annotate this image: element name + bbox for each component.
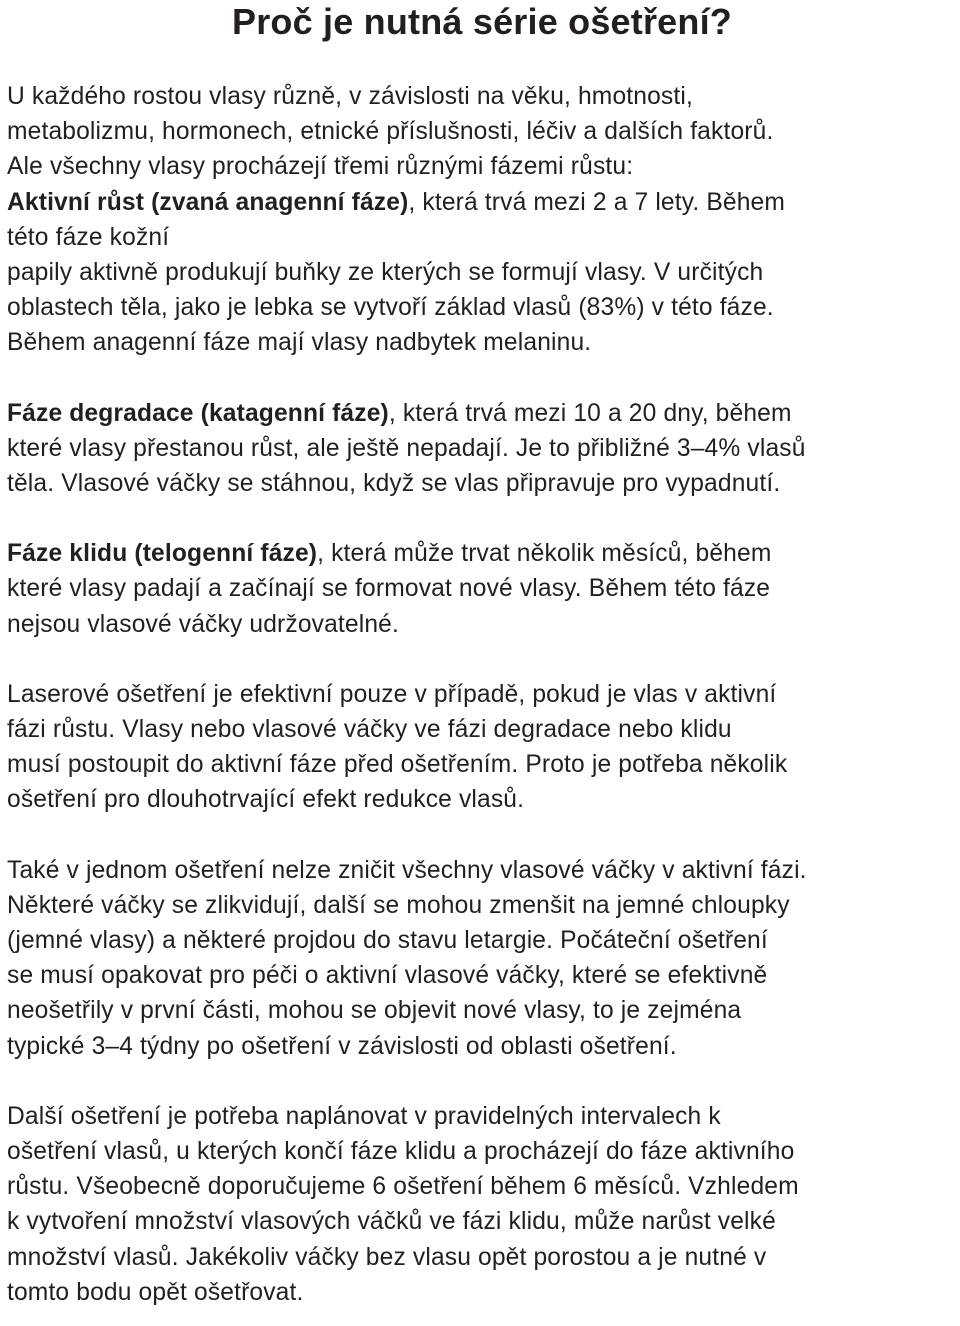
- page-title: Proč je nutná série ošetření?: [232, 1, 732, 42]
- text-line: U každého rostou vlasy různě, v závislosti na věku, hmotnosti,: [7, 83, 693, 110]
- paragraph-telogen: [7, 536, 957, 642]
- text-fragment: , která trvá mezi 2 a 7 lety. Během: [408, 188, 786, 216]
- document-page: [7, 0, 957, 1310]
- text-line: [7, 536, 957, 571]
- text-line: Během anagenní fáze mají vlasy nadbytek melaninu.: [7, 329, 592, 357]
- text-line: Laserové ošetření je efektivní pouze v případě, pokud je vlas v aktivní: [7, 680, 777, 708]
- text-line: papily aktivně produkují buňky ze kterých se formují vlasy. V určitých: [7, 259, 764, 287]
- bold-term-anagen: Aktivní růst (zvaná anagenní fáze): [7, 188, 409, 216]
- text-line: tomto bodu opět ošetřovat.: [7, 1278, 304, 1306]
- text-line: ošetření pro dlouhotrvající efekt redukce vlasů.: [7, 786, 525, 814]
- paragraph-single-treatment: [7, 853, 957, 1064]
- text-line: typické 3–4 týdny po ošetření v závislosti od oblasti ošetření.: [7, 1032, 677, 1060]
- text-line: (jemné vlasy) a některé projdou do stavu letargie. Počáteční ošetření: [7, 927, 768, 955]
- text-line: které vlasy padají a začínají se formovat nové vlasy. Během této fáze: [7, 575, 771, 603]
- text-line: [7, 396, 957, 431]
- text-fragment: , která může trvat několik měsíců, během: [317, 540, 772, 568]
- text-line: k vytvoření množství vlasových váčků ve fázi klidu, může narůst velké: [7, 1208, 776, 1236]
- paragraph-laser: [7, 677, 957, 818]
- text-line: množství vlasů. Jakékoliv váčky bez vlasu opět porostou a je nutné v: [7, 1243, 767, 1271]
- paragraph-katagen: [7, 396, 957, 502]
- paragraph-anagen: [7, 79, 957, 361]
- text-line: Také v jednom ošetření nelze zničit všechny vlasové váčky v aktivní fázi.: [7, 856, 807, 884]
- text-line: nejsou vlasové váčky udržovatelné.: [7, 610, 399, 638]
- text-line: se musí opakovat pro péči o aktivní vlasové váčky, které se efektivně: [7, 962, 768, 990]
- text-line: růstu. Všeobecně doporučujeme 6 ošetření během 6 měsíců. Vzhledem: [7, 1173, 799, 1201]
- bold-term-katagen: Fáze degradace (katagenní fáze): [7, 399, 389, 427]
- text-line: neošetřily v první části, mohou se objevit nové vlasy, to je zejména: [7, 997, 742, 1025]
- text-line: Další ošetření je potřeba naplánovat v pravidelných intervalech k: [7, 1102, 721, 1130]
- text-line: [7, 185, 957, 220]
- text-line: ošetření vlasů, u kterých končí fáze klidu a procházejí do fáze aktivního: [7, 1138, 795, 1166]
- bold-term-telogen: Fáze klidu (telogenní fáze): [7, 540, 318, 568]
- paragraph-further-treatment: [7, 1099, 957, 1310]
- text-line: které vlasy přestanou růst, ale ještě nepadají. Je to přibližné 3–4% vlasů: [7, 434, 806, 462]
- text-line: metabolizmu, hormonech, etnické příslušnosti, léčiv a dalších faktorů.: [7, 118, 774, 146]
- text-line: Ale všechny vlasy procházejí třemi různými fázemi růstu:: [7, 153, 634, 181]
- text-line: těla. Vlasové váčky se stáhnou, když se vlas připravuje pro vypadnutí.: [7, 470, 781, 498]
- text-line: této fáze kožní: [7, 223, 170, 251]
- text-line: fázi růstu. Vlasy nebo vlasové váčky ve fázi degradace nebo klidu: [7, 716, 732, 744]
- text-line: oblastech těla, jako je lebka se vytvoří základ vlasů (83%) v této fáze.: [7, 294, 774, 322]
- text-fragment: , která trvá mezi 10 a 20 dny, během: [388, 399, 792, 427]
- text-line: Některé váčky se zlikvidují, další se mohou zmenšit na jemné chloupky: [7, 891, 790, 919]
- text-line: musí postoupit do aktivní fáze před ošetřením. Proto je potřeba několik: [7, 751, 788, 779]
